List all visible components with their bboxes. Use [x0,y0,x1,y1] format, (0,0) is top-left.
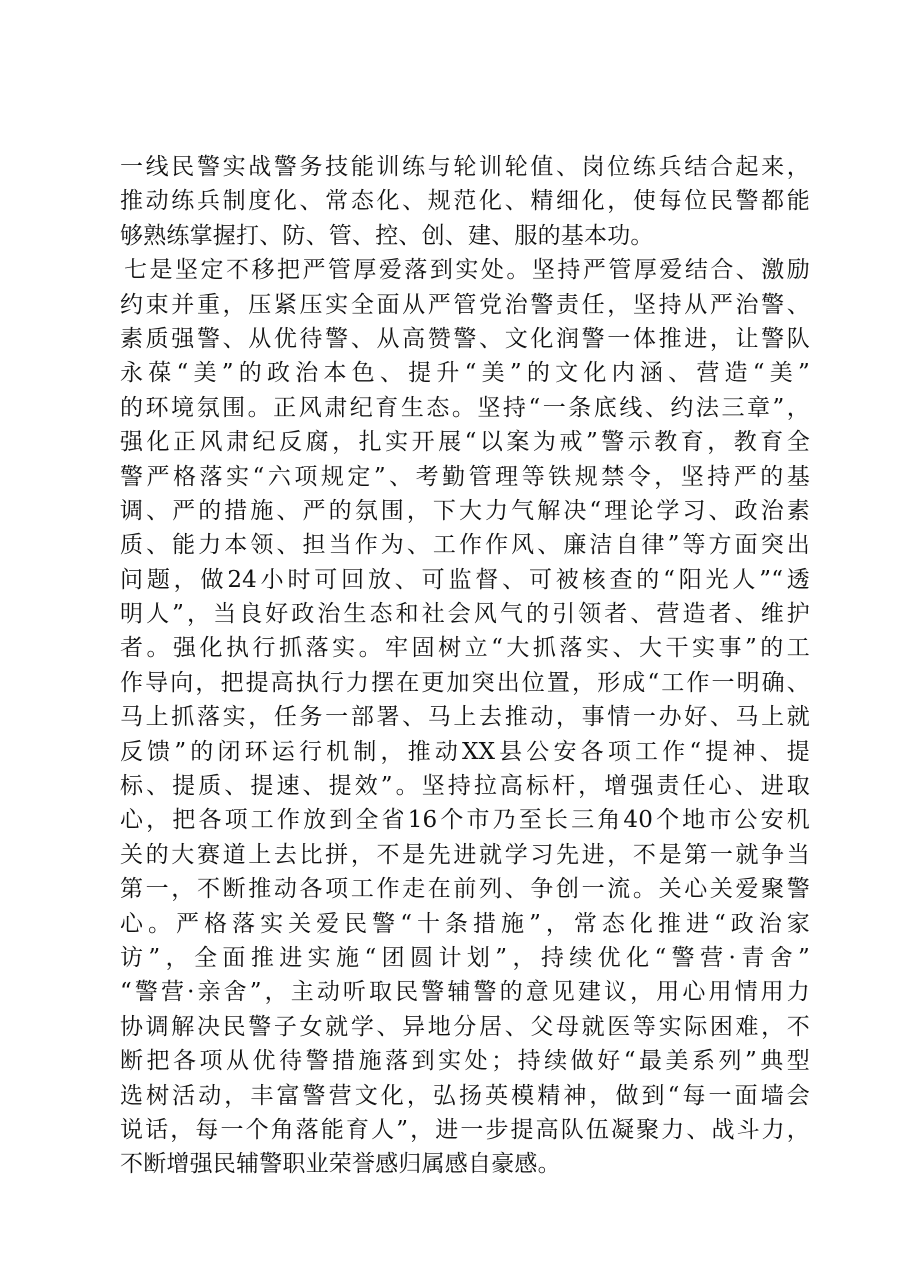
text-line: 心，把各项工作放到全省16个市乃至长三角40个地市公安机 [120,807,810,834]
text-line: 说话，每一个角落能育人”，进一步提高队伍凝聚力、战斗力， [120,1116,810,1143]
text-line: 警严格落实“六项规定”、考勤管理等铁规禁令，坚持严的基 [120,463,810,490]
text-line: 质、能力本领、担当作为、工作作风、廉洁自律”等方面突出 [120,532,810,559]
text-line: 问题，做24小时可回放、可监督、可被核查的“阳光人”“透 [120,566,810,593]
text-line: 者。强化执行抓落实。牢固树立“大抓落实、大干实事”的工 [120,635,810,662]
text-line: 心。严格落实关爱民警“十条措施”，常态化推进“政治家 [120,910,810,937]
text-line: 永葆“美”的政治本色、提升“美”的文化内涵、营造“美” [120,360,810,387]
text-line: 强化正风肃纪反腐，扎实开展“以案为戒”警示教育，教育全 [120,429,810,456]
text-line: 调、严的措施、严的氛围，下大力气解决“理论学习、政治素 [120,497,810,524]
text-line: 马上抓落实，任务一部署、马上去推动，事情一办好、马上就 [120,704,810,731]
text-line: 第一，不断推动各项工作走在前列、争创一流。关心关爱聚警 [120,876,810,903]
text-line: 的环境氛围。正风肃纪育生态。坚持“一条底线、约法三章”， [120,394,810,421]
text-line: 推动练兵制度化、常态化、规范化、精细化，使每位民警都能 [120,188,810,215]
text-line: 断把各项从优待警措施落到实处；持续做好“最美系列”典型 [120,1048,810,1075]
text-line: 不断增强民辅警职业荣誉感归属感自豪感。 [120,1151,561,1178]
text-line: 约束并重，压紧压实全面从严管党治警责任，坚持从严治警、 [120,291,810,318]
text-line: 访”，全面推进实施“团圆计划”，持续优化“警营·青舍” [120,944,810,971]
text-line: 素质强警、从优待警、从高赞警、文化润警一体推进，让警队 [120,325,810,352]
text-line: 标、提质、提速、提效”。坚持拉高标杆，增强责任心、进取 [120,773,810,800]
text-line: 明人”，当良好政治生态和社会风气的引领者、营造者、维护 [120,601,810,628]
text-line: 作导向，把提高执行力摆在更加突出位置，形成“工作一明确、 [120,669,810,696]
paragraph-start-line: 七是坚定不移把严管厚爱落到实处。坚持严管厚爱结合、激励 [124,257,810,284]
text-line: 一线民警实战警务技能训练与轮训轮值、岗位练兵结合起来， [120,154,810,180]
text-line: “警营·亲舍”，主动听取民警辅警的意见建议，用心用情用力 [120,979,810,1006]
text-line: 协调解决民警子女就学、异地分居、父母就医等实际困难，不 [120,1013,810,1040]
body-text [120,150,810,1182]
text-line: 选树活动，丰富警营文化，弘扬英模精神，做到“每一面墙会 [120,1082,810,1109]
text-line: 反馈”的闭环运行机制，推动XX县公安各项工作“提神、提 [120,738,810,765]
text-line: 够熟练掌握打、防、管、控、创、建、服的基本功。 [120,222,654,249]
text-line: 关的大赛道上去比拼，不是先进就学习先进，不是第一就争当 [120,841,810,868]
